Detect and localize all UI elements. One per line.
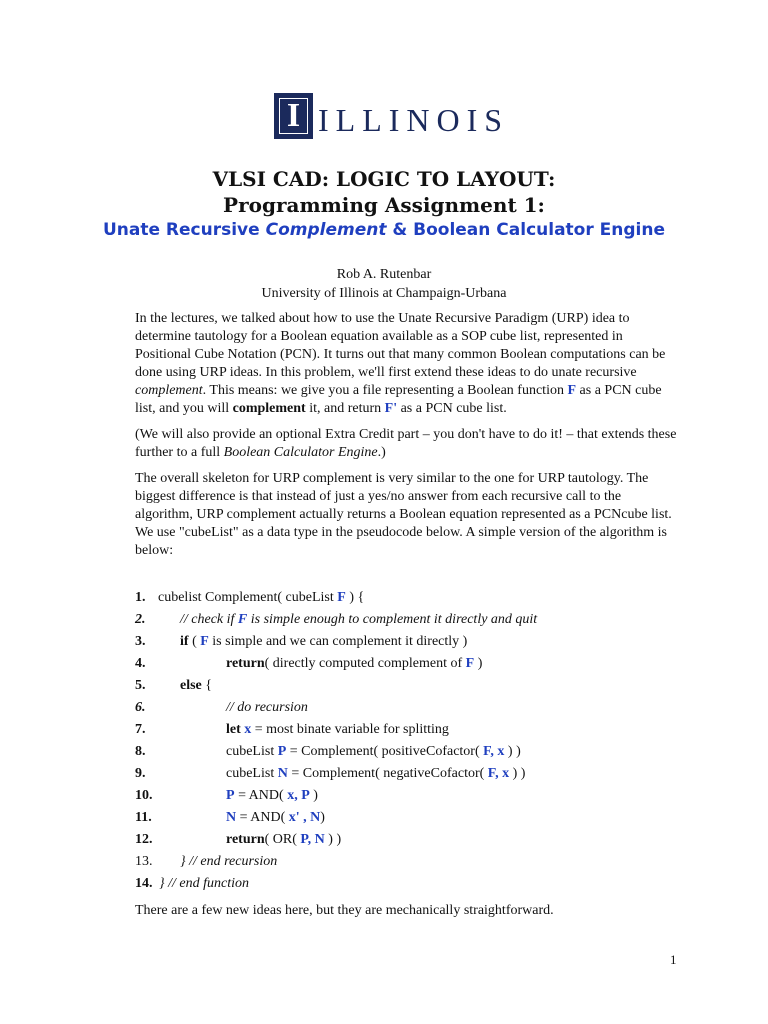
illinois-block-i-icon (274, 93, 313, 139)
illinois-logo (274, 93, 546, 141)
closing-paragraph: There are a few new ideas here, but they are mechanically straightforward. (135, 903, 554, 918)
logo-wordmark: ILLINOIS (318, 102, 510, 138)
author-name: Rob A. Rutenbar (336, 267, 432, 282)
skeleton-paragraph: The overall skeleton for URP complement is very similar to the one for URP tautology. The biggest difference is that instead of just a yes/no answer from each recursive call to the algorithm, URP complement actually returns a Boolean equation represented as a PCNcube list. We use "cubeList" as a data type in the pseudocode below. A simple version of the algorithm is below: (135, 471, 672, 558)
title-line-1: VLSI CAD: LOGIC TO LAYOUT: (212, 167, 556, 191)
logo-mark-letter: I (286, 97, 301, 134)
page-number: 1 (670, 952, 677, 967)
extra-credit-paragraph: (We will also provide an optional Extra Credit part – you don't have to do it! – that extends these further to a full Boolean Calculator Engine.) (135, 427, 677, 460)
intro-paragraph: In the lectures, we talked about how to use the Unate Recursive Paradigm (URP) idea to determine tautology for a Boolean equation available as a SOP cube list, represented in Positional Cube Notation (PCN). It turns out that many common Boolean computations can be done using URP ideas. In this problem, we'll first extend these ideas to do unate recursive complement. This means: we give you a file representing a Boolean function F as a PCN cube list, and you will complement it, and return F' as a PCN cube list. (135, 311, 666, 416)
subtitle: Unate Recursive Complement & Boolean Calculator Engine (102, 220, 666, 240)
author-affiliation: University of Illinois at Champaign-Urbana (261, 286, 507, 301)
title-line-2: Programming Assignment 1: (223, 193, 545, 217)
